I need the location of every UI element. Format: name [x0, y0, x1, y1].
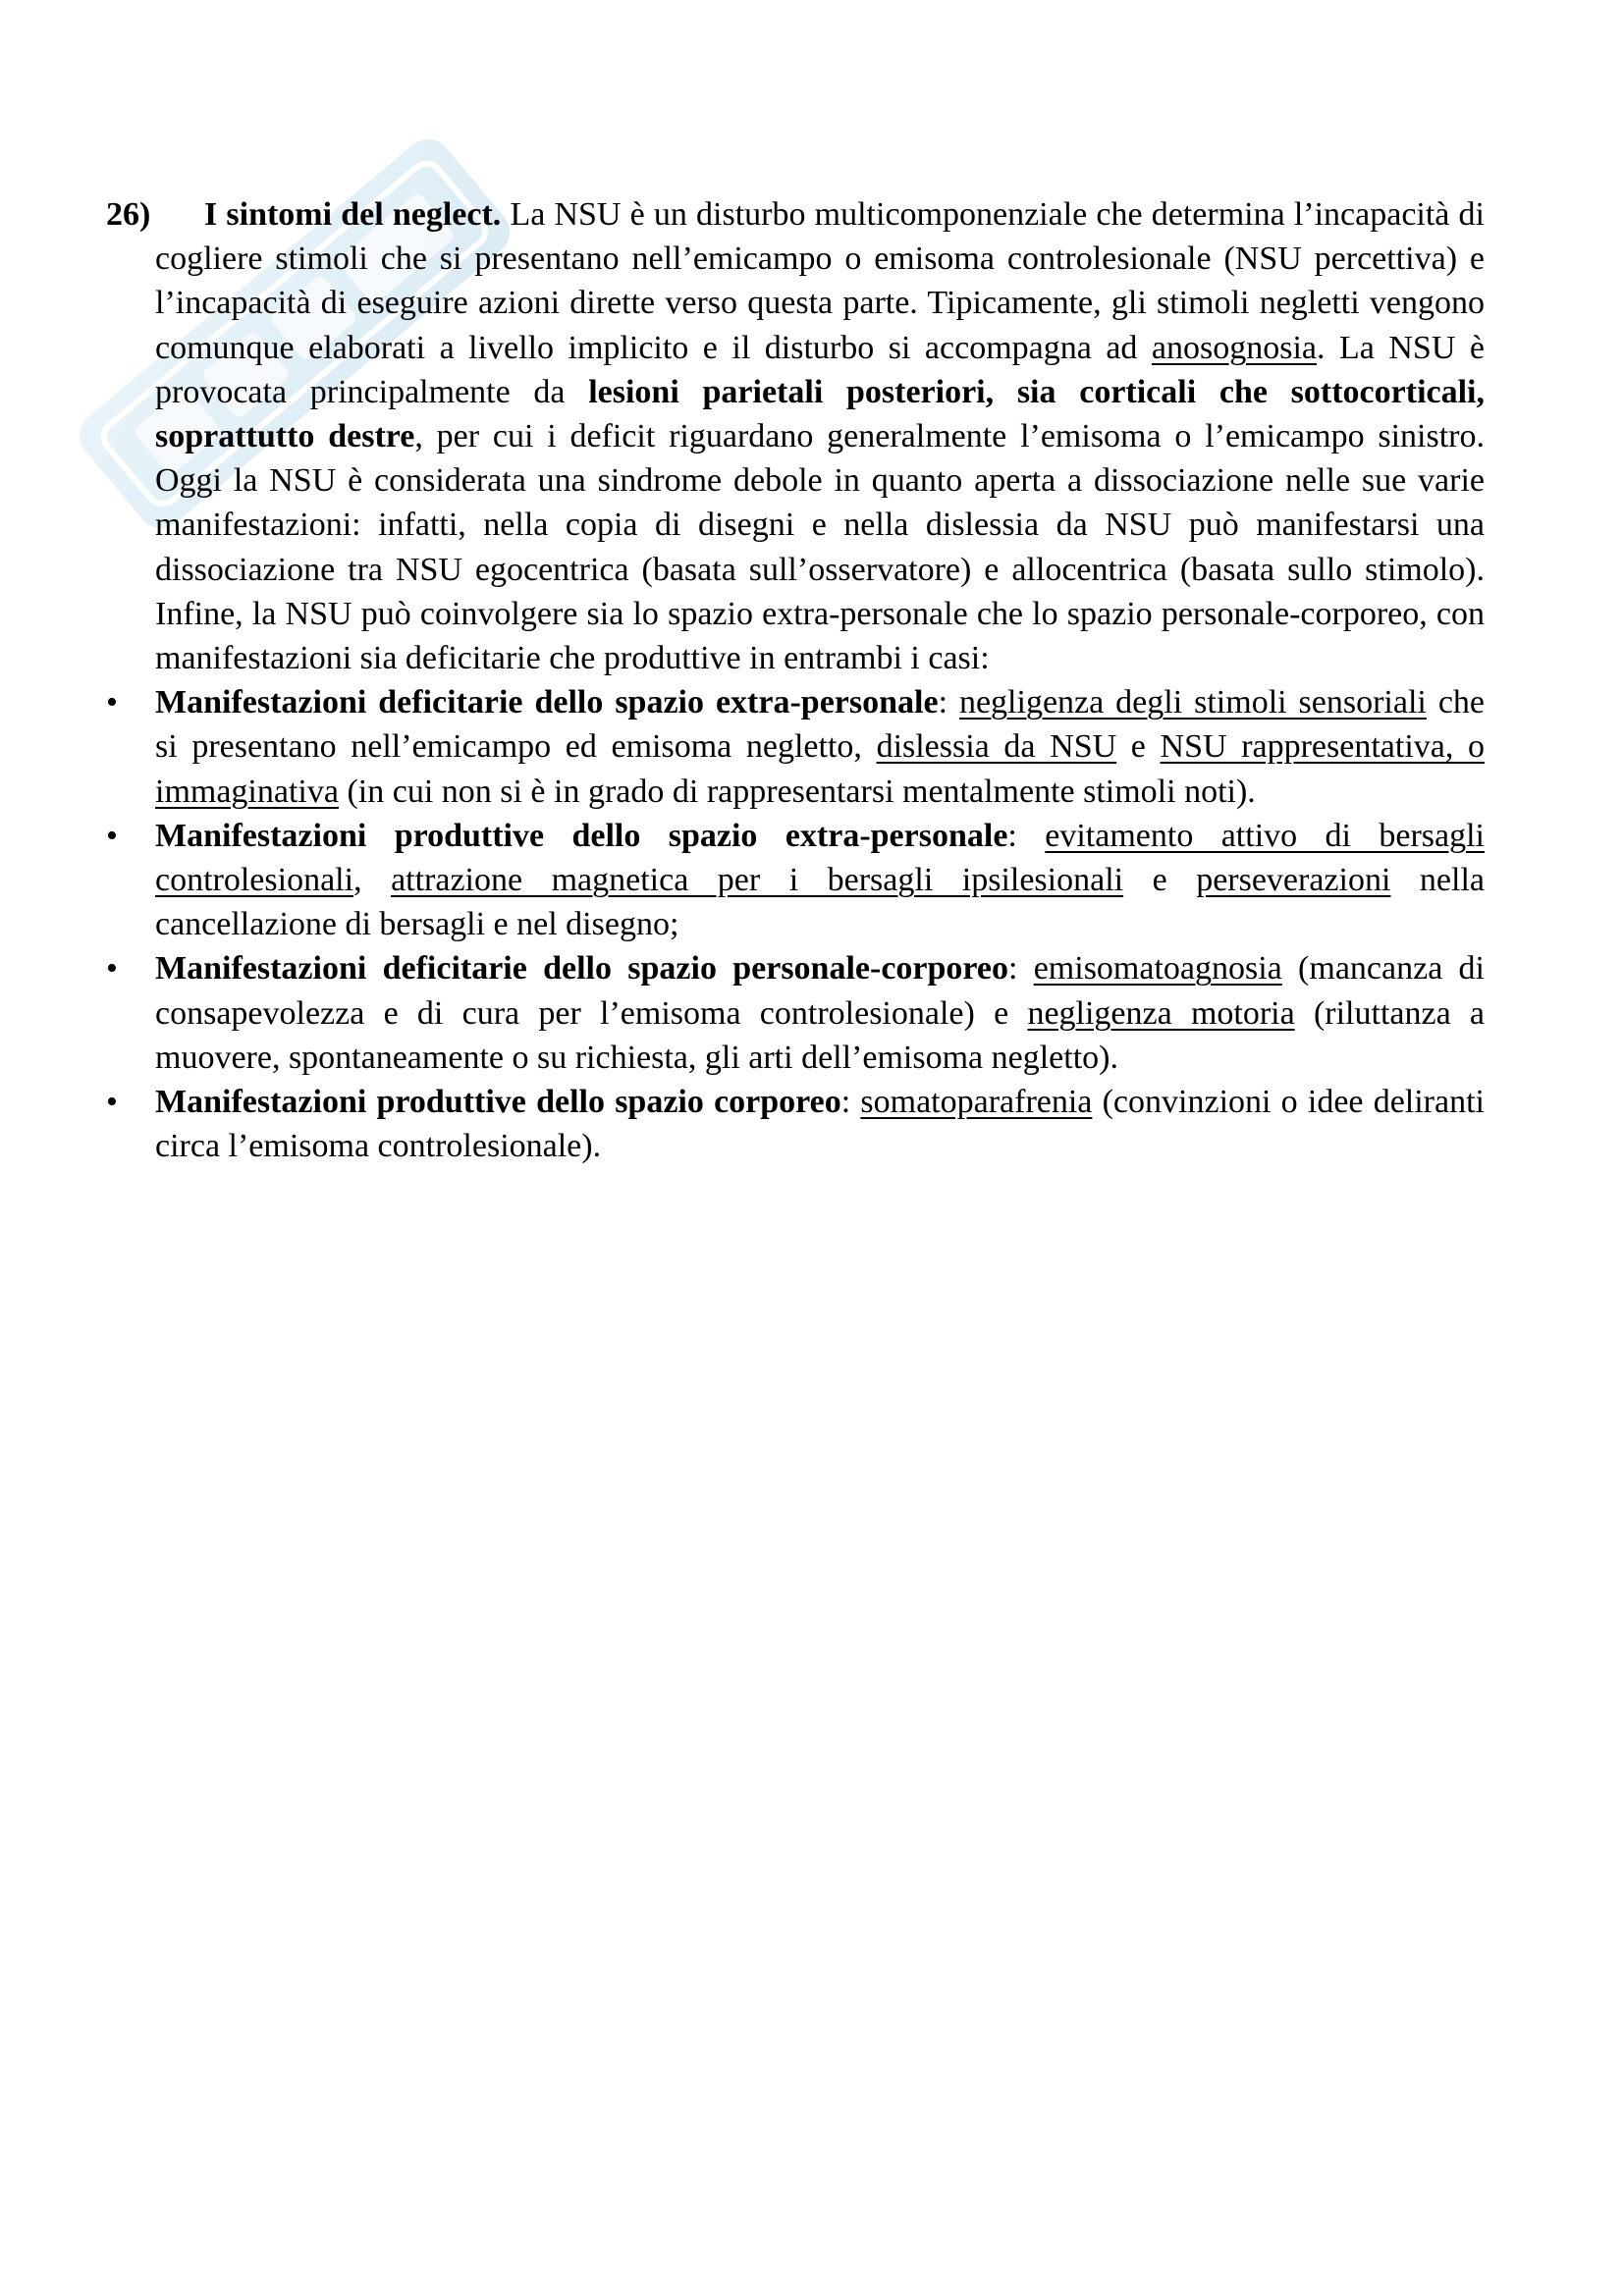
text-run: :: [1007, 817, 1046, 854]
manifestations-list: [106, 680, 1485, 1168]
bullet-icon: [106, 680, 155, 724]
bold-text: lesioni parietali posteriori, sia corticali che sottocorticali, soprattutto destre: [155, 373, 1485, 455]
text-run: ,: [353, 862, 392, 899]
underlined-term: evitamento attivo di bersagli controlesionali: [155, 817, 1485, 899]
bold-text: Manifestazioni deficitarie dello spazio extra-personale: [155, 684, 939, 721]
text-run: (riluttanza a muovere, spontaneamente o su richiesta, gli arti dell’emisoma negletto).: [155, 994, 1486, 1076]
list-item-text: [155, 684, 1485, 809]
underlined-term: attrazione magnetica per i bersagli ipsilesionali: [391, 862, 1124, 899]
underlined-term: NSU rappresentativa, o immaginativa: [155, 728, 1486, 810]
bullet-icon: [106, 946, 155, 990]
text-run: :: [1007, 950, 1034, 988]
section-body: [155, 196, 1485, 676]
bullet-icon: [106, 814, 155, 858]
bold-text: Manifestazioni produttive dello spazio corporeo: [155, 1084, 841, 1121]
section-paragraph: [106, 192, 1485, 680]
underlined-term: somatoparafrenia: [860, 1084, 1093, 1121]
text-run: (in cui non si è in grado di rappresentarsi mentalmente stimoli noti).: [338, 773, 1256, 810]
list-item-text: [155, 950, 1485, 1075]
section-title: I sintomi del neglect.: [204, 196, 502, 233]
list-item: [106, 1080, 1485, 1168]
document-content: [106, 192, 1485, 1168]
bold-text: Manifestazioni deficitarie dello spazio personale-corporeo: [155, 950, 1008, 988]
text-run: , per cui i deficit riguardano generalmente l’emisoma o l’emicampo sinistro. Oggi la NSU è considerata una sindrome debole in quanto aperta a dissociazione nelle sue varie manifestazioni: infatti, nella copia di disegni e nella dislessia da NSU può manifestarsi una dissociazione tra NSU egocentrica (basata sull’osservatore) e allocentrica (basata sullo stimolo). Infine, la NSU può coinvolgere sia lo spazio extra-personale che lo spazio personale-corporeo, con manifestazioni sia deficitarie che produttive in entrambi i casi:: [155, 418, 1485, 677]
text-run: (convinzioni o idee deliranti circa l’emisoma controlesionale).: [155, 1084, 1485, 1165]
underlined-term: negligenza motoria: [1027, 994, 1295, 1032]
list-item-text: [155, 1084, 1485, 1164]
text-run: . La NSU è provocata principalmente da: [155, 329, 1485, 410]
text-run: nella cancellazione di bersagli e nel disegno;: [155, 862, 1485, 943]
text-run: :: [840, 1084, 861, 1121]
underlined-term: dislessia da NSU: [876, 728, 1117, 766]
bold-text: Manifestazioni produttive dello spazio extra-personale: [155, 817, 1008, 854]
underlined-term: anosognosia: [1151, 329, 1318, 366]
text-run: e: [1123, 862, 1197, 899]
list-item: [106, 680, 1485, 814]
list-item-text: [155, 818, 1485, 942]
text-run: La NSU è un disturbo multicomponenziale che determina l’incapacità di cogliere stimoli che si presentano nell’emicampo o emisoma controlesionale (NSU percettiva) e l’incapacità di eseguire azioni dirette verso questa parte. Tipicamente, gli stimoli negletti vengono comunque elaborati a livello implicito e il disturbo si accompagna ad: [155, 196, 1485, 366]
text-run: :: [938, 684, 959, 721]
underlined-term: emisomatoagnosia: [1033, 950, 1282, 988]
text-run: e: [1116, 728, 1161, 766]
text-run: che si presentano nell’emicampo ed emisoma negletto,: [155, 684, 1485, 766]
text-run: (mancanza di consapevolezza e di cura per l’emisoma controlesionale) e: [155, 950, 1485, 1032]
bullet-icon: [106, 1080, 155, 1124]
section-number: 26): [106, 196, 151, 233]
list-item: [106, 946, 1485, 1080]
underlined-term: negligenza degli stimoli sensoriali: [958, 684, 1427, 721]
underlined-term: perseverazioni: [1196, 862, 1391, 899]
list-item: [106, 814, 1485, 947]
